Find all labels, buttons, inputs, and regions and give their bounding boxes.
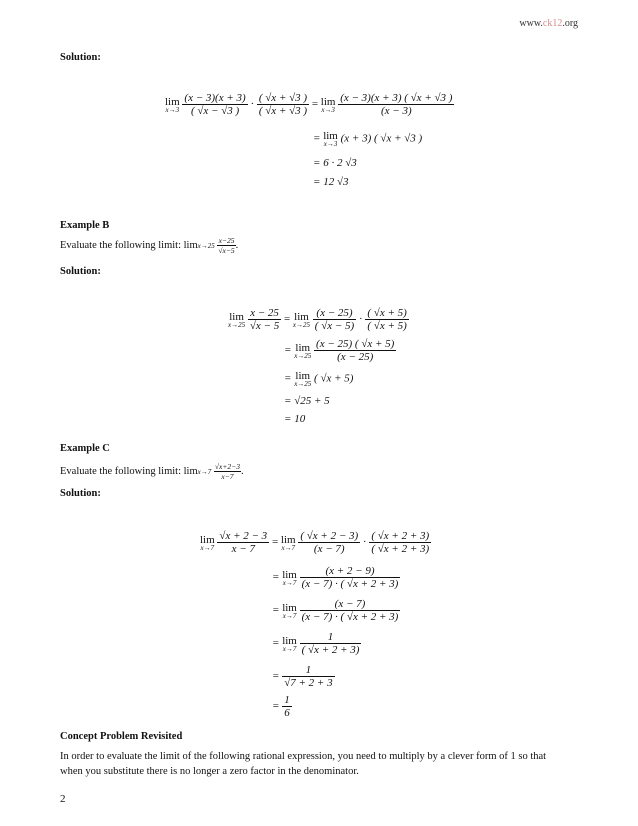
page-number: 2 <box>60 793 66 805</box>
eq-b-line2: = lim x→25 $\frac{(x - 25) ( √x + 5)}{(x - 25)}$ <box>284 338 395 363</box>
frac-a1: $\frac{(x - 3)(x + 3)}{( √x - √3 )}$ <box>184 92 246 117</box>
eq-c-line6: = $\frac{1}{6}$ <box>272 694 290 719</box>
example-c-prompt: Evaluate the following limit: limx→7 $\frac{√x+2-3}{x-7}$ . <box>60 462 244 481</box>
example-c-prompt-frac: $\frac{√x+2-3}{x-7}$ <box>214 462 240 481</box>
eq-b-line3: = lim x→25 ( √x + 5) <box>284 370 354 388</box>
solution-label-a: Solution: <box>60 52 101 63</box>
eq-a-line4: = 6 · 2 √3 <box>313 157 357 169</box>
eq-c-line1: lim x→7 $\frac{√x + 2 - 3}{x - 7}$ = lim x→7 $\frac{( √x + 2 - 3)}{(x - 7)}$ · $\frac{( √x + 2 + 3)}{( √x + 2 + 3)}$ <box>200 530 430 555</box>
example-b-prompt: Evaluate the following limit: limx→25 $\frac{x-25}{√x-5}$ . <box>60 236 239 255</box>
lim-a1: lim x→3 <box>165 95 180 114</box>
example-b-prompt-frac: $\frac{x-25}{√x-5}$ <box>218 236 235 255</box>
eq-c-line2: = lim x→7 $\frac{(x + 2 - 9)}{(x - 7) \cdot ( √x + 2 + 3)}$ <box>272 565 399 590</box>
eq-a-line1: lim x→3 $\frac{(x - 3)(x + 3)}{( √x - √3 )}$ · $\frac{( √x + √3 )}{( √x + √3 )}$ = lim x→3 $\frac{(x - 3)(x + 3) ( √x + √3 )}{(x - 3)}$ <box>165 92 453 117</box>
eq-a-line3: = lim x→3 (x + 3) ( √x + √3 ) <box>313 130 423 148</box>
concept-title: Concept Problem Revisited <box>60 731 183 742</box>
eq-c-line3: = lim x→7 $\frac{(x - 7)}{(x - 7) \cdot ( √x + 2 + 3)}$ <box>272 598 399 623</box>
eq-a-line5: = 12 √3 <box>313 176 349 188</box>
site-url-accent: ck12 <box>542 18 563 29</box>
lim-a2: lim x→3 <box>320 95 336 114</box>
example-b-title: Example B <box>60 220 110 231</box>
site-url-suffix: .org <box>562 18 578 29</box>
eq-b-line4: = √25 + 5 <box>284 395 330 407</box>
eq-b-line5: = 10 <box>284 413 306 425</box>
eq-b-line1: lim x→25 $\frac{x - 25}{√x - 5}$ = lim x→25 $\frac{(x - 25)}{( √x - 5)}$ · $\frac{( √x + 5)}{( √x + 5)}$ <box>228 307 407 332</box>
eq-c-line5: = $\frac{1}{√7 + 2 + 3}$ <box>272 664 333 689</box>
frac-a-conj: $\frac{( √x + √3 )}{( √x + √3 )}$ <box>258 92 308 117</box>
example-c-title: Example C <box>60 443 110 454</box>
solution-label-b: Solution: <box>60 266 101 277</box>
solution-label-c: Solution: <box>60 488 101 499</box>
eq-c-line4: = lim x→7 $\frac{1}{( √x + 2 + 3)}$ <box>272 631 360 656</box>
concept-line-1: In order to evaluate the limit of the following rational expression, you need to multiply by a clever form of 1 so that <box>60 751 547 762</box>
site-url-prefix: www. <box>519 18 543 29</box>
site-url <box>519 18 578 29</box>
concept-line-2: when you substitute there is no longer a zero factor in the denominator. <box>60 766 359 777</box>
concept-body <box>60 749 580 779</box>
frac-a2: $\frac{(x - 3)(x + 3) ( √x + √3 )}{(x - 3)}$ <box>340 92 453 117</box>
